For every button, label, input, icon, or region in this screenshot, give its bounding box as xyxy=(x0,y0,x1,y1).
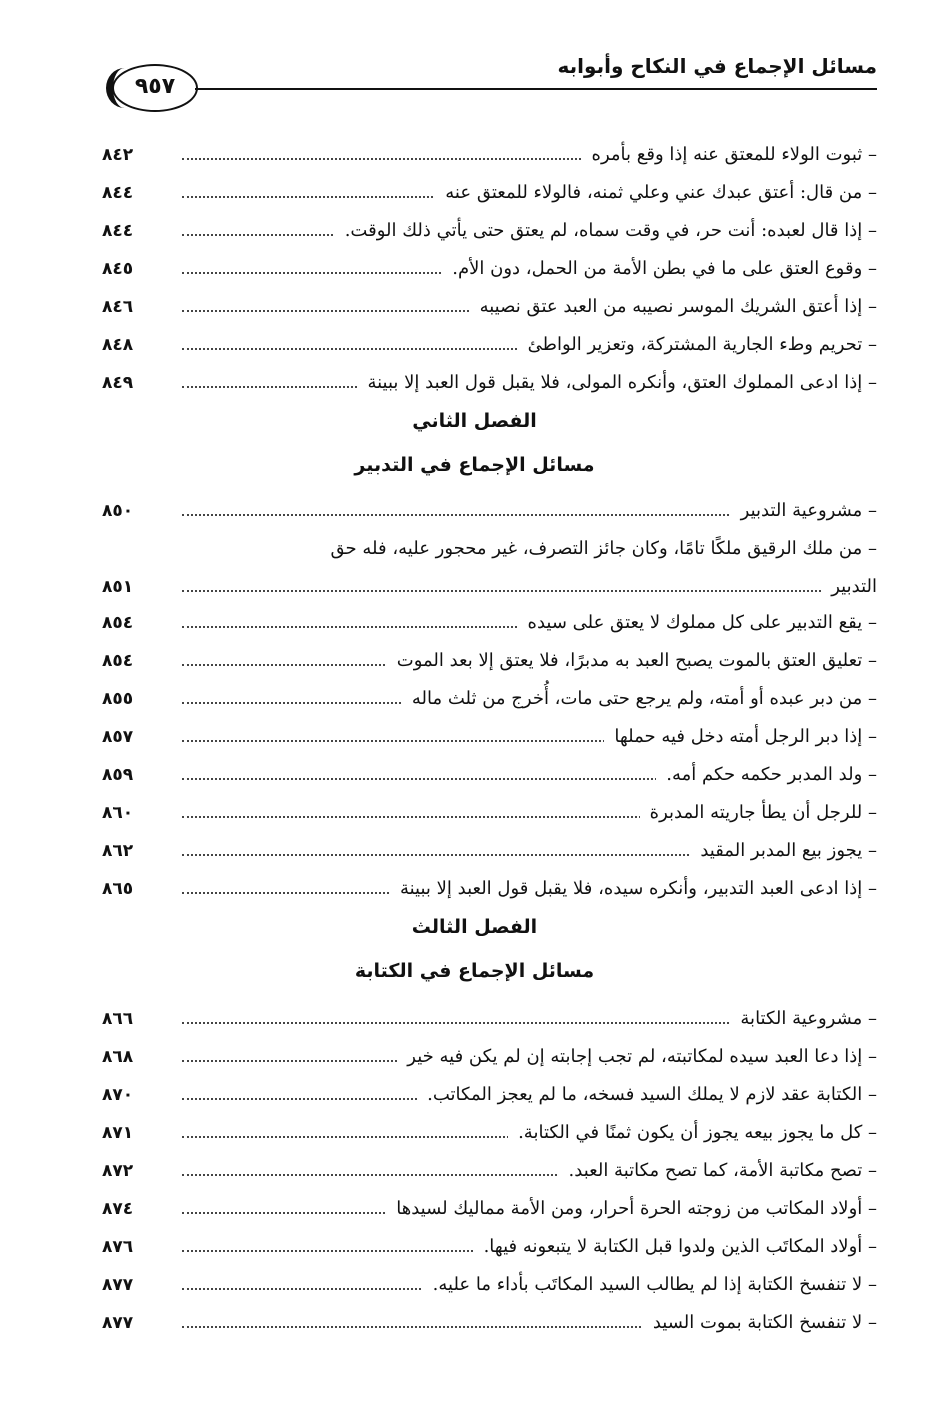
entry-page: ٨٤٨ xyxy=(102,335,134,355)
entry-page: ٨٤٩ xyxy=(102,373,134,393)
entry-title-line2: التدبير xyxy=(821,570,877,604)
entry-title: – للرجل أن يطأ جاريته المدبرة xyxy=(640,796,877,830)
section-title: مسائل الإجماع في الكتابة xyxy=(354,960,595,982)
toc-entry xyxy=(102,682,877,716)
entry-title: – إذا أعتق الشريك الموسر نصيبه من العبد عتق نصيبه xyxy=(470,290,877,324)
entry-page: ٨٤٦ xyxy=(102,297,134,317)
entry-page: ٨٥٧ xyxy=(102,727,134,747)
entry-page: ٨٥٩ xyxy=(102,765,134,785)
entry-page: ٨٥٤ xyxy=(102,651,134,671)
entry-page: ٨٤٢ xyxy=(102,145,134,165)
toc-entry xyxy=(102,1154,877,1188)
toc-entry xyxy=(102,872,877,906)
entry-title: – إذا ادعى المملوك العتق، وأنكره المولى، فلا يقبل قول العبد إلا ببينة xyxy=(357,366,877,400)
toc-entry xyxy=(102,720,877,754)
toc-entry xyxy=(102,1230,877,1264)
entry-page: ٨٧٧ xyxy=(102,1275,134,1295)
toc-entry xyxy=(102,1078,877,1112)
toc-entry xyxy=(102,366,877,400)
entry-title-line1: – من ملك الرقيق ملكًا تامًا، وكان جائز التصرف، غير محجور عليه، فله حق xyxy=(330,538,877,559)
entry-page: ٨٥٥ xyxy=(102,689,134,709)
entry-title: – تصح مكاتبة الأمة، كما تصح مكاتبة العبد. xyxy=(559,1154,877,1188)
toc-entry xyxy=(102,214,877,248)
entry-page: ٨٤٥ xyxy=(102,259,134,279)
entry-page: ٨٧٦ xyxy=(102,1237,134,1257)
entry-title: – الكتابة عقد لازم لا يملك السيد فسخه، ما لم يعجز المكاتب. xyxy=(417,1078,877,1112)
toc-entry xyxy=(102,532,877,606)
entry-title: – أولاد المكاتب من زوجته الحرة أحرار، ومن الأمة مماليك لسيدها xyxy=(386,1192,877,1226)
toc-entry xyxy=(102,758,877,792)
entry-title: – وقوع العتق على ما في بطن الأمة من الحمل، دون الأم. xyxy=(442,252,877,286)
toc-entry xyxy=(102,1268,877,1302)
entry-page: ٨٧٧ xyxy=(102,1313,134,1333)
entry-page: ٨٦٥ xyxy=(102,879,134,899)
entry-title: – من دبر عبده أو أمته، ولم يرجع حتى مات، أُخرج من ثلث ماله xyxy=(402,682,877,716)
entry-title: – أولاد المكاتَب الذين ولدوا قبل الكتابة لا يتبعونه فيها. xyxy=(474,1230,877,1264)
entry-page: ٨٥٤ xyxy=(102,613,134,633)
page-number: ٩٥٧ xyxy=(134,74,176,99)
toc-entry xyxy=(102,606,877,640)
entry-page: ٨٤٤ xyxy=(102,221,134,241)
toc-entry xyxy=(102,252,877,286)
toc-entry xyxy=(102,1192,877,1226)
chapter-heading: الفصل الثاني xyxy=(412,410,537,432)
entry-page: ٨٦٨ xyxy=(102,1047,134,1067)
entry-title: – تعليق العتق بالموت يصبح العبد به مدبرًا، فلا يعتق إلا بعد الموت xyxy=(387,644,877,678)
entry-page: ٨٦٠ xyxy=(102,803,134,823)
toc-entry xyxy=(102,834,877,868)
page-number-badge xyxy=(112,64,198,112)
entry-title: – يجوز بيع المدبر المقيد xyxy=(690,834,877,868)
entry-title: – مشروعية الكتابة xyxy=(730,1002,877,1036)
toc-entry xyxy=(102,644,877,678)
entry-title: – لا تنفسخ الكتابة بموت السيد xyxy=(643,1306,877,1340)
entry-title: – كل ما يجوز بيعه يجوز أن يكون ثمنًا في الكتابة. xyxy=(508,1116,877,1150)
section-title: مسائل الإجماع في التدبير xyxy=(354,454,595,476)
entry-title: – ثبوت الولاء للمعتق عنه إذا وقع بأمره xyxy=(582,138,877,172)
entry-title: – إذا ادعى العبد التدبير، وأنكره سيده، فلا يقبل قول العبد إلا ببينة xyxy=(390,872,877,906)
toc-entry xyxy=(102,1116,877,1150)
entry-title: – مشروعية التدبير xyxy=(731,494,877,528)
toc-entry xyxy=(102,290,877,324)
toc-entry xyxy=(102,328,877,362)
toc-entry xyxy=(102,494,877,528)
entry-title: – إذا دعا العبد سيده لمكاتبته، لم تجب إجابته إن لم يكن فيه خير xyxy=(397,1040,877,1074)
header-rule xyxy=(195,88,877,90)
toc-entry xyxy=(102,138,877,172)
entry-page: ٨٥٠ xyxy=(102,501,134,521)
toc-entry xyxy=(102,1306,877,1340)
toc-entry xyxy=(102,176,877,210)
toc-entry xyxy=(102,1002,877,1036)
chapter-heading: الفصل الثالث xyxy=(411,916,538,938)
entry-page: ٨٦٦ xyxy=(102,1009,134,1029)
entry-title: – من قال: أعتق عبدك عني وعلي ثمنه، فالولاء للمعتق عنه xyxy=(435,176,877,210)
dot-leader xyxy=(182,590,877,592)
entry-page: ٨٧٢ xyxy=(102,1161,134,1181)
entry-title: – تحريم وطء الجارية المشتركة، وتعزير الواطئ xyxy=(518,328,877,362)
running-title: مسائل الإجماع في النكاح وأبوابه xyxy=(557,54,877,78)
entry-title: – إذا قال لعبده: أنت حر، في وقت سماه، لم يعتق حتى يأتي ذلك الوقت. xyxy=(335,214,877,248)
entry-page: ٨٦٢ xyxy=(102,841,134,861)
toc-entry xyxy=(102,796,877,830)
entry-title: – لا تنفسخ الكتابة إذا لم يطالب السيد المكاتَب بأداء ما عليه. xyxy=(423,1268,877,1302)
entry-page: ٨٤٤ xyxy=(102,183,134,203)
entry-title: – ولد المدبر حكمه حكم أمه. xyxy=(656,758,877,792)
entry-page: ٨٧٤ xyxy=(102,1199,134,1219)
entry-title: – يقع التدبير على كل مملوك لا يعتق على سيده xyxy=(518,606,877,640)
entry-title: – إذا دبر الرجل أمته دخل فيه حملها xyxy=(604,720,877,754)
entry-page: ٨٧٠ xyxy=(102,1085,134,1105)
entry-page: ٨٧١ xyxy=(102,1123,134,1143)
entry-page: ٨٥١ xyxy=(102,577,134,597)
toc-entry xyxy=(102,1040,877,1074)
